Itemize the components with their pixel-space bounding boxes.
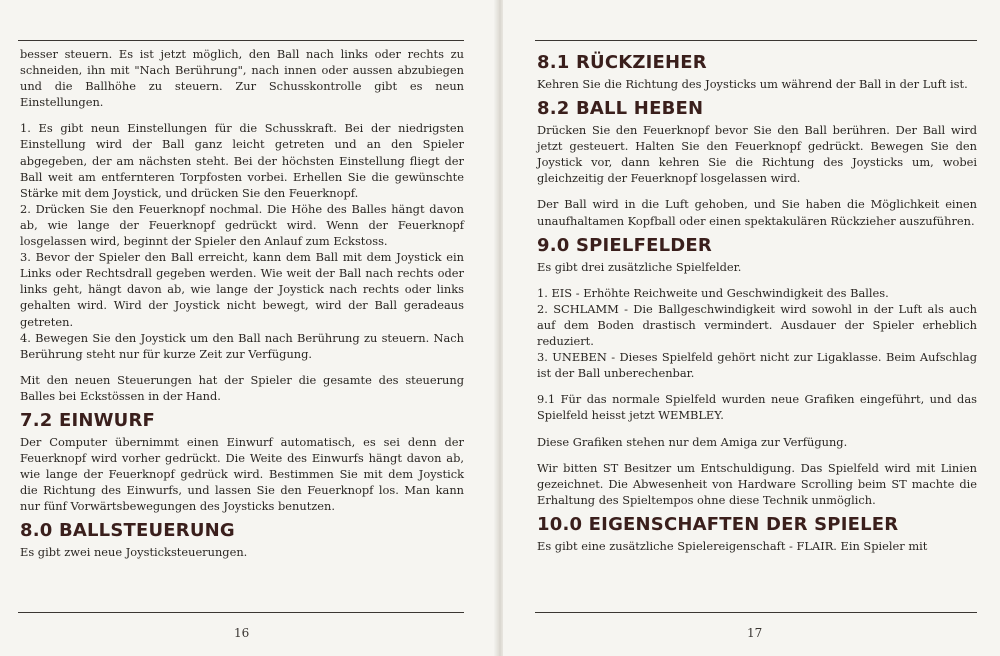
st-note: Wir bitten ST Besitzer um Entschuldigung. Das Spielfeld wird mit Linien gezeichnet. Die Abwesenheit von Hardware Scrolling beim ST machte die Erhaltung des Spieltempos ohne diese Technik unmöglich. [537,460,977,507]
section-heading-8-0: 8.0 BALLSTEUERUNG [20,520,235,542]
section-heading-8-1: 8.1 RÜCKZIEHER [537,52,707,73]
list-item: 2. SCHLAMM - Die Ballgeschwindigkeit wird sowohl in der Luft als auch auf dem Boden drastisch vermindert. Ausdauer der Spieler erheblich reduziert. [537,301,977,349]
section-heading-8-2: 8.2 BALL HEBEN [537,98,704,120]
section-heading-7-2: 7.2 EINWURF [20,409,156,431]
top-rule [18,40,464,41]
section-9-0-intro: Es gibt drei zusätzliche Spielfelder. [537,259,742,274]
bottom-rule [535,612,977,613]
section-9-1-text: 9.1 Für das normale Spielfeld wurden neue Grafiken eingeführt, und das Spielfeld heisst jetzt WEMBLEY. [537,392,977,423]
left-page [0,0,497,656]
left-page-content [20,46,464,561]
section-8-1-text: Kehren Sie die Richtung des Joysticks um während der Ball in der Luft ist. [537,77,968,91]
list-item: 3. UNEBEN - Dieses Spielfeld gehört nicht zur Ligaklasse. Beim Aufschlag ist der Ball unberechenbar. [537,350,977,381]
section-10-0-text: Es gibt eine zusätzliche Spielereigenschaft - FLAIR. Ein Spieler mit [537,538,928,553]
amiga-note: Diese Grafiken stehen nur dem Amiga zur Verfügung. [537,434,848,449]
section-8-2-text: Drücken Sie den Feuerknopf bevor Sie den Ball berühren. Der Ball wird jetzt gesteuert. Halten Sie den Feuerknopf gedrückt. Bewegen Sie den Joystick vor, dann kehren Sie die Richtung des Joysticks um, wobei gleichzeitig der Feuerknopf losgelassen wird. [537,123,977,186]
intro-paragraph: besser steuern. Es ist jetzt möglich, den Ball nach links oder rechts zu schneiden, ihn mit "Nach Berührung", nach innen oder aussen abzubiegen und die Ballhöhe zu steuern. Zur Schusskontrolle gibt es neun Einstellungen. [20,47,464,110]
page-number: 17 [747,626,763,640]
right-page [503,0,1000,656]
section-8-0-text: Es gibt zwei neue Joysticksteuerungen. [20,545,248,560]
list-item: 3. Bevor der Spieler den Ball erreicht, kann dem Ball mit dem Joystick ein Links oder Rechtsdrall gegeben werden. Wie weit der Ball nach rechts oder links geht, hängt davon ab, wie lange der Joystick nach rechts oder links gehalten wird. Wird der Joystick nicht bewegt, wird der Ball geradeaus getreten. [20,250,464,329]
section-heading-9-0: 9.0 SPIELFELDER [537,234,712,256]
list-item: 2. Drücken Sie den Feuerknopf nochmal. Die Höhe des Balles hängt davon ab, wie lange der Feuerknopf gedrückt wird. Wenn der Feuerknopf losgelassen wird, beginnt der Spieler den Anlauf zum Eckstoss. [20,201,464,249]
list-item: 4. Bewegen Sie den Joystick um den Ball nach Berührung zu steuern. Nach Berührung steht nur für kurze Zeit zur Verfügung. [20,330,464,361]
page-number: 16 [234,626,250,640]
list-item: 1. EIS - Erhöhte Reichweite und Geschwindigkeit des Balles. [537,285,889,300]
section-7-2-text: Der Computer übernimmt einen Einwurf automatisch, es sei denn der Feuerknopf wird vorher gedrückt. Die Weite des Einwurfs hängt davon ab, wie lange der Feuerknopf gedrück wird. Bestimmen Sie mit dem Joystick die Richtung des Einwurfs, und lassen Sie den Feuerknopf los. Man kann nur fünf Vorwärtsbewegungen des Joysticks benutzen. [20,434,464,514]
list-item: 1. Es gibt neun Einstellungen für die Schusskraft. Bei der niedrigsten Einstellung wird der Ball ganz leicht getreten und an den Spieler abgegeben, der am nächsten steht. Bei der höchsten Einstellung fliegt der Ball weit am entfernteren Torpfosten vorbei. Erhellen Sie die gewünschte Stärke mit dem Joystick, und drücken Sie den Feuerknopf. [20,121,464,200]
right-page-content [537,46,977,554]
bottom-rule [18,612,464,613]
top-rule [535,40,977,41]
section-heading-10-0: 10.0 EIGENSCHAFTEN DER SPIELER [537,513,899,535]
section-8-2-text: Der Ball wird in die Luft gehoben, und Sie haben die Möglichkeit einen unaufhaltamen Kopfball oder einen spektakulären Rückzieher auszuführen. [537,197,977,228]
closing-paragraph: Mit den neuen Steuerungen hat der Spieler die gesamte des steuerung Balles bei Eckstössen in der Hand. [20,372,464,403]
